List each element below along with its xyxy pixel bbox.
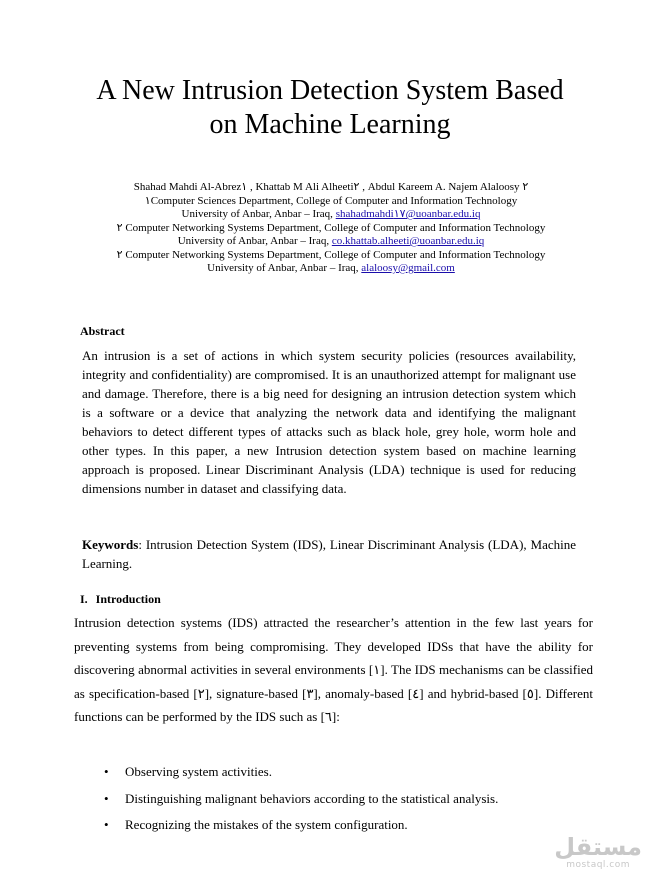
list-item bbox=[104, 814, 498, 841]
address-1-text: University of Anbar, Anbar – Iraq, bbox=[181, 208, 336, 220]
affiliation-3: ٢ Computer Networking Systems Department, College of Computer and Information Technology bbox=[116, 248, 546, 261]
section-title: Introduction bbox=[95, 592, 161, 606]
bullet-icon: • bbox=[104, 764, 109, 779]
introduction-paragraph: Intrusion detection systems (IDS) attracted the researcher’s attention in the few last years for preventing systems from being compromising. They developed IDSs that have the ability for discovering abnormal activities in several environments [١]. The IDS mechanisms can be classified as specification-based [٢], signature-based [٣], anomaly-based [٤] and hybrid-based [٥]. Different functions can be performed by the IDS such as [٦]: bbox=[74, 615, 593, 724]
abstract-text: An intrusion is a set of actions in which system security policies (resources availability, integrity and confidentiality) are compromised. It is an unauthorized attempt for malignant use and damage. Therefore, there is a big need for designing an intrusion detection system which is a software or a device that analyzing the network data and identifying the malignant behaviors to detect different types of attacks such as black hole, grey hole, worm hole and other types. In this paper, a new Intrusion detection system based on machine learning approach is proposed. Linear Discriminant Analysis (LDA) technique is used for reducing dimensions number in dataset and classifying data. bbox=[82, 348, 576, 496]
watermark-arabic: مستقل bbox=[554, 833, 642, 861]
list-item-text: Observing system activities. bbox=[125, 764, 272, 779]
title-line-1: A New Intrusion Detection System Based bbox=[96, 75, 564, 106]
list-item-text: Recognizing the mistakes of the system configuration. bbox=[125, 817, 408, 832]
list-item bbox=[104, 761, 498, 788]
address-2 bbox=[40, 235, 622, 249]
address-3-text: University of Anbar, Anbar – Iraq, bbox=[207, 262, 362, 274]
keywords-paragraph bbox=[82, 535, 576, 573]
email-link-1[interactable]: shahadmahdi١٧@uoanbar.edu.iq bbox=[335, 208, 481, 220]
function-list bbox=[104, 761, 498, 841]
title-line-2: on Machine Learning bbox=[209, 109, 451, 140]
email-link-3[interactable]: alaloosy@gmail.com bbox=[361, 262, 455, 274]
author-names: Shahad Mahdi Al-Abrez١ , Khattab M Ali Alheeti٢ , Abdul Kareem A. Najem Alaloosy ٢ bbox=[133, 181, 529, 193]
address-2-text: University of Anbar, Anbar – Iraq, bbox=[177, 235, 332, 247]
paper-title bbox=[60, 74, 600, 142]
keywords-label: Keywords bbox=[82, 537, 139, 552]
address-3 bbox=[40, 262, 622, 276]
bullet-icon: • bbox=[104, 790, 109, 806]
email-link-2[interactable]: co.khattab.alheeti@uoanbar.edu.iq bbox=[331, 235, 485, 247]
watermark-latin: mostaql.com bbox=[566, 860, 631, 870]
section-heading-introduction bbox=[80, 592, 161, 607]
list-item-text: Distinguishing malignant behaviors according to the statistical analysis. bbox=[125, 790, 499, 806]
affiliation-1: ١Computer Sciences Department, College of Computer and Information Technology bbox=[144, 194, 518, 207]
section-number: I. bbox=[80, 592, 88, 606]
affiliation-2: ٢ Computer Networking Systems Department, College of Computer and Information Technology bbox=[116, 221, 546, 234]
list-item bbox=[104, 788, 498, 815]
bullet-icon: • bbox=[104, 817, 109, 832]
address-1 bbox=[40, 208, 622, 222]
watermark-logo bbox=[554, 834, 642, 870]
keywords-text: : Intrusion Detection System (IDS), Linear Discriminant Analysis (LDA), Machine Learning. bbox=[82, 537, 576, 571]
abstract-heading: Abstract bbox=[80, 324, 125, 338]
author-block bbox=[40, 181, 622, 276]
